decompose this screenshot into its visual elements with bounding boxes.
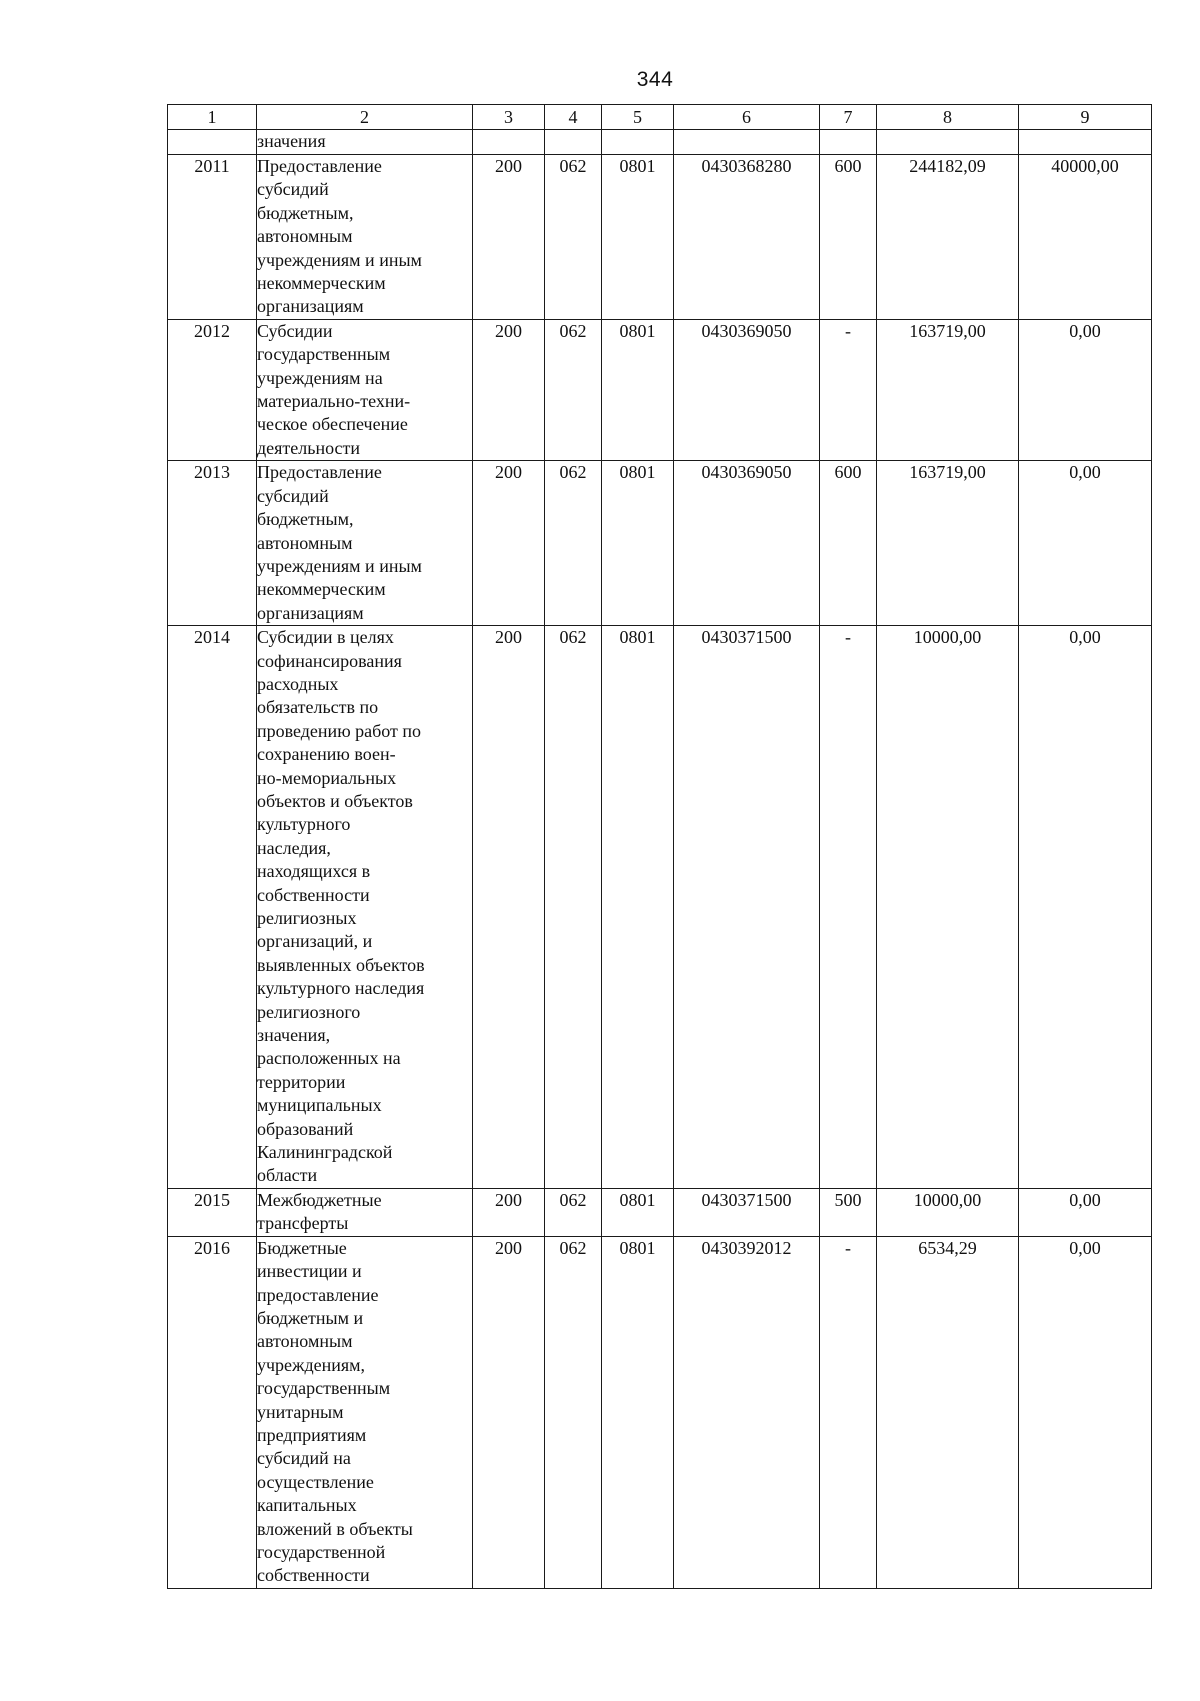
row-name-line: материально-техни-	[257, 391, 411, 412]
row-col4-cell: 062	[545, 1236, 602, 1588]
row-code-cell: 2012	[168, 319, 257, 460]
row-col4-cell: 062	[545, 626, 602, 1189]
row-name-line: наследия,	[257, 837, 331, 858]
row-name-line: бюджетным,	[257, 509, 354, 530]
row-col8-cell: 244182,09	[877, 155, 1019, 320]
row-name-line: Бюджетные	[257, 1237, 347, 1258]
row-name-line: собственности	[257, 1565, 370, 1586]
row-col7-cell: -	[820, 626, 877, 1189]
column-header: 4	[545, 105, 602, 130]
continuation-name-cell: значения	[257, 130, 473, 155]
row-name-line: автономным	[257, 1331, 353, 1352]
row-col8-cell: 10000,00	[877, 626, 1019, 1189]
row-col4-cell: 062	[545, 461, 602, 626]
row-col5-cell: 0801	[602, 319, 674, 460]
row-name-line: Предоставление	[257, 462, 382, 483]
row-col3-cell: 200	[473, 626, 545, 1189]
row-name-line: государственным	[257, 344, 391, 365]
row-name-line: обязательств по	[257, 697, 379, 718]
row-name-line: культурного	[257, 814, 351, 835]
table-row	[168, 1188, 1152, 1236]
row-name-line: субсидий на	[257, 1448, 351, 1469]
row-col5-cell: 0801	[602, 461, 674, 626]
row-name-line: некоммерческим	[257, 579, 386, 600]
row-col6-cell: 0430369050	[674, 319, 820, 460]
row-col8-cell: 6534,29	[877, 1236, 1019, 1588]
row-col6-cell: 0430392012	[674, 1236, 820, 1588]
row-col5-cell: 0801	[602, 1236, 674, 1588]
budget-table	[167, 104, 1152, 1589]
row-col8-cell: 163719,00	[877, 319, 1019, 460]
row-code-cell: 2016	[168, 1236, 257, 1588]
continuation-row	[168, 130, 1152, 155]
row-name-line: расходных	[257, 673, 339, 694]
row-code-cell: 2015	[168, 1188, 257, 1236]
row-col9-cell: 0,00	[1019, 1188, 1152, 1236]
row-name-cell	[257, 626, 473, 1189]
row-col8-cell: 10000,00	[877, 1188, 1019, 1236]
column-header: 3	[473, 105, 545, 130]
row-name-line: Предоставление	[257, 156, 382, 176]
row-name-line: Калининградской	[257, 1142, 393, 1163]
row-name-line: области	[257, 1165, 318, 1186]
row-name-line: собственности	[257, 884, 370, 905]
row-name-line: автономным	[257, 226, 353, 247]
row-col7-cell: -	[820, 319, 877, 460]
row-col3-cell: 200	[473, 461, 545, 626]
page-number: 344	[636, 68, 674, 91]
continuation-code-cell	[168, 130, 257, 155]
column-header: 2	[257, 105, 473, 130]
column-header: 7	[820, 105, 877, 130]
row-code-cell: 2011	[168, 155, 257, 320]
table-row	[168, 155, 1152, 320]
row-col6-cell: 0430368280	[674, 155, 820, 320]
row-name-line: расположенных на	[257, 1048, 401, 1069]
row-name-cell	[257, 319, 473, 460]
row-name-line: деятельности	[257, 437, 361, 458]
empty-cell	[602, 130, 674, 155]
row-col5-cell: 0801	[602, 1188, 674, 1236]
empty-cell	[545, 130, 602, 155]
empty-cell	[820, 130, 877, 155]
row-code-cell: 2014	[168, 626, 257, 1189]
row-name-line: муниципальных	[257, 1095, 382, 1116]
row-name-line: объектов и объектов	[257, 790, 413, 811]
row-name-line: образований	[257, 1118, 354, 1139]
row-name-line: но-мемориальных	[257, 767, 397, 788]
row-name-line: инвестиции и	[257, 1261, 362, 1282]
row-name-line: субсидий	[257, 485, 329, 506]
row-col4-cell: 062	[545, 155, 602, 320]
table-row	[168, 1236, 1152, 1588]
row-name-line: Межбюджетные	[257, 1189, 382, 1210]
row-name-line: бюджетным,	[257, 202, 354, 223]
row-name-line: вложений в объекты	[257, 1518, 413, 1539]
row-name-line: трансферты	[257, 1213, 349, 1234]
row-name-line: субсидий	[257, 179, 329, 200]
row-name-line: Субсидии в целях	[257, 627, 394, 648]
row-col9-cell: 0,00	[1019, 626, 1152, 1189]
row-name-cell	[257, 1236, 473, 1588]
row-name-line: учреждениям и иным	[257, 555, 422, 576]
row-col7-cell: 600	[820, 461, 877, 626]
row-col3-cell: 200	[473, 319, 545, 460]
row-name-line: бюджетным и	[257, 1307, 364, 1328]
row-name-line: сохранению воен-	[257, 744, 396, 765]
row-code-cell: 2013	[168, 461, 257, 626]
row-col9-cell: 0,00	[1019, 319, 1152, 460]
row-name-line: культурного наследия	[257, 978, 425, 999]
row-name-line: государственной	[257, 1541, 386, 1562]
column-header: 1	[168, 105, 257, 130]
table-row	[168, 319, 1152, 460]
column-header: 5	[602, 105, 674, 130]
row-col7-cell: 500	[820, 1188, 877, 1236]
row-name-line: учреждениям на	[257, 367, 383, 388]
row-name-line: выявленных объектов	[257, 954, 425, 975]
row-name-line: религиозного	[257, 1001, 361, 1022]
row-col5-cell: 0801	[602, 626, 674, 1189]
row-name-line: софинансирования	[257, 650, 402, 671]
row-col5-cell: 0801	[602, 155, 674, 320]
empty-cell	[473, 130, 545, 155]
row-name-line: организациям	[257, 602, 364, 623]
row-name-line: унитарным	[257, 1401, 344, 1422]
row-name-line: ческое обеспечение	[257, 414, 408, 435]
row-col3-cell: 200	[473, 155, 545, 320]
row-col3-cell: 200	[473, 1188, 545, 1236]
row-col7-cell: -	[820, 1236, 877, 1588]
table-row	[168, 626, 1152, 1189]
row-name-line: территории	[257, 1071, 346, 1092]
row-col8-cell: 163719,00	[877, 461, 1019, 626]
row-col9-cell: 40000,00	[1019, 155, 1152, 320]
row-name-line: предоставление	[257, 1284, 379, 1305]
row-col4-cell: 062	[545, 319, 602, 460]
empty-cell	[1019, 130, 1152, 155]
row-name-line: некоммерческим	[257, 273, 386, 294]
row-name-line: находящихся в	[257, 861, 371, 882]
row-name-line: проведению работ по	[257, 720, 422, 741]
row-name-line: предприятиям	[257, 1424, 367, 1445]
row-name-line: значения,	[257, 1025, 331, 1046]
row-name-line: капитальных	[257, 1495, 357, 1516]
row-name-line: Субсидии	[257, 320, 333, 341]
row-name-cell	[257, 155, 473, 320]
row-col6-cell: 0430369050	[674, 461, 820, 626]
row-name-line: организациям	[257, 296, 364, 317]
empty-cell	[674, 130, 820, 155]
row-name-line: осуществление	[257, 1471, 374, 1492]
row-col4-cell: 062	[545, 1188, 602, 1236]
row-col9-cell: 0,00	[1019, 1236, 1152, 1588]
row-col9-cell: 0,00	[1019, 461, 1152, 626]
column-header: 9	[1019, 105, 1152, 130]
row-name-line: учреждениям,	[257, 1354, 366, 1375]
row-name-cell	[257, 1188, 473, 1236]
row-name-line: организаций, и	[257, 931, 373, 952]
empty-cell	[877, 130, 1019, 155]
column-number-header-row	[168, 105, 1152, 130]
row-name-line: религиозных	[257, 908, 357, 928]
row-name-cell	[257, 461, 473, 626]
table-body	[168, 130, 1152, 1589]
row-col3-cell: 200	[473, 1236, 545, 1588]
column-header: 6	[674, 105, 820, 130]
row-col6-cell: 0430371500	[674, 1188, 820, 1236]
row-name-line: государственным	[257, 1378, 391, 1399]
row-name-line: учреждениям и иным	[257, 249, 422, 270]
table-row	[168, 461, 1152, 626]
row-col7-cell: 600	[820, 155, 877, 320]
column-header: 8	[877, 105, 1019, 130]
row-col6-cell: 0430371500	[674, 626, 820, 1189]
row-name-line: автономным	[257, 532, 353, 553]
